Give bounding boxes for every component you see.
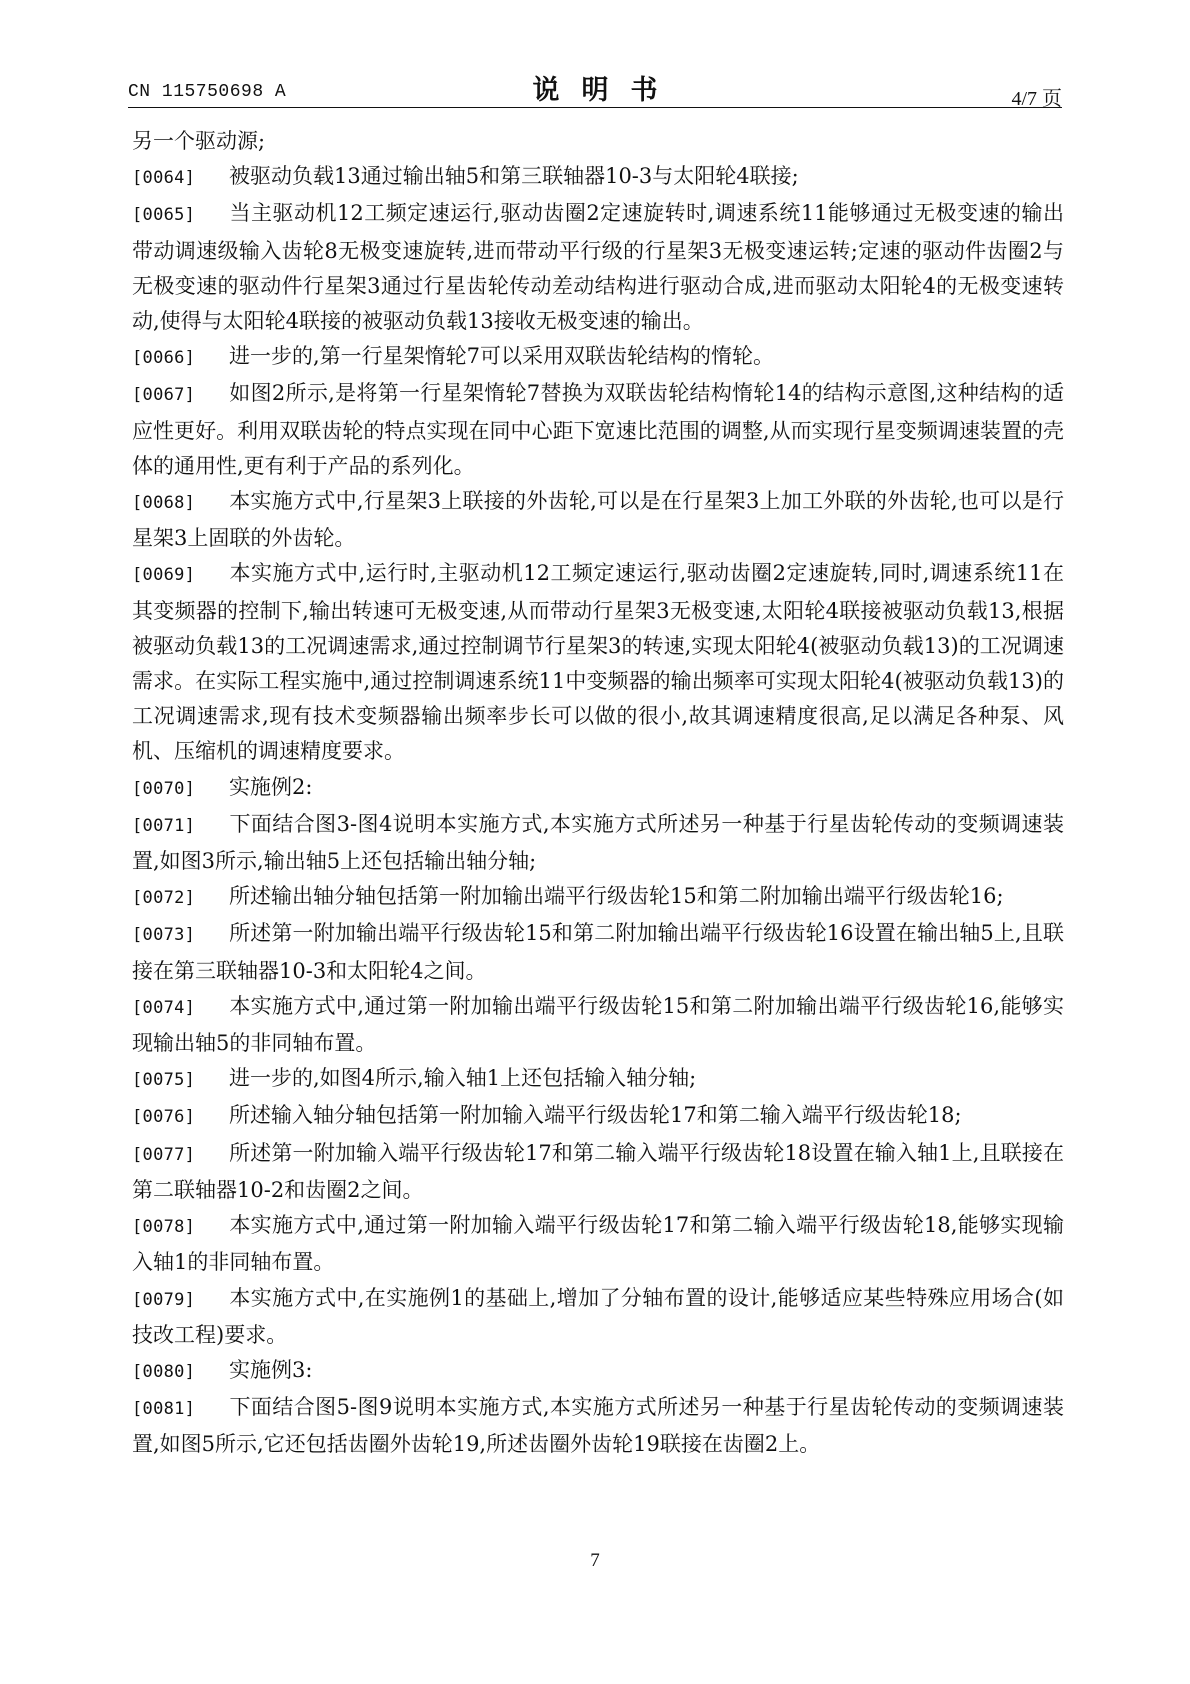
paragraph-0075 <box>132 1061 1064 1098</box>
paragraph-continuation <box>132 124 1064 159</box>
paragraph-text: 本实施方式中,行星架3上联接的外齿轮,可以是在行星架3上加工外联的外齿轮,也可以是行星架3上固联的外齿轮。 <box>132 489 1064 551</box>
paragraph-0073 <box>132 916 1064 988</box>
paragraph-0076 <box>132 1098 1064 1135</box>
paragraph-number: [0080] <box>132 1361 196 1382</box>
paragraph-text: 本实施方式中,在实施例1的基础上,增加了分轴布置的设计,能够适应某些特殊应用场合(如技改工程)要求。 <box>132 1285 1064 1347</box>
page-indicator: 4/7 页 <box>1011 88 1062 110</box>
paragraph-text: 本实施方式中,通过第一附加输出端平行级齿轮15和第二附加输出端平行级齿轮16,能够实现输出轴5的非同轴布置。 <box>132 993 1064 1056</box>
paragraph-text: 所述第一附加输入端平行级齿轮17和第二输入端平行级齿轮18设置在输入轴1上,且联接在第二联轴器10-2和齿圈2之间。 <box>132 1140 1064 1202</box>
paragraph-number: [0067] <box>132 385 196 406</box>
paragraph-text: 下面结合图3-图4说明本实施方式,本实施方式所述另一种基于行星齿轮传动的变频调速装置,如图3所示,输出轴5上还包括输出轴分轴; <box>132 811 1064 874</box>
page-title: 说明书 <box>532 75 680 106</box>
paragraph-0080 <box>132 1353 1064 1390</box>
paragraph-0068 <box>132 484 1064 556</box>
paragraph-number: [0079] <box>132 1289 196 1310</box>
page-number: 7 <box>590 1550 600 1571</box>
paragraph-number: [0069] <box>132 565 196 586</box>
paragraph-0064 <box>132 159 1064 196</box>
paragraph-number: [0081] <box>132 1399 196 1420</box>
paragraph-text: 进一步的,如图4所示,输入轴1上还包括输入轴分轴; <box>229 1066 697 1091</box>
paragraph-text: 实施例3: <box>229 1357 313 1382</box>
paragraph-text: 本实施方式中,通过第一附加输入端平行级齿轮17和第二输入端平行级齿轮18,能够实现输入轴1的非同轴布置。 <box>132 1213 1064 1275</box>
paragraph-text: 所述第一附加输出端平行级齿轮15和第二附加输出端平行级齿轮16设置在输出轴5上,且联接在第三联轴器10-3和太阳轮4之间。 <box>132 921 1064 983</box>
paragraph-0078 <box>132 1208 1064 1280</box>
paragraph-number: [0077] <box>132 1144 196 1165</box>
paragraph-0074 <box>132 989 1064 1061</box>
paragraph-number: [0078] <box>132 1217 196 1238</box>
paragraph-0077 <box>132 1136 1064 1208</box>
paragraph-text: 所述输入轴分轴包括第一附加输入端平行级齿轮17和第二输入端平行级齿轮18; <box>229 1103 962 1128</box>
paragraph-text: 所述输出轴分轴包括第一附加输出端平行级齿轮15和第二附加输出端平行级齿轮16; <box>229 884 1004 909</box>
paragraph-text: 如图2所示,是将第一行星架惰轮7替换为双联齿轮结构惰轮14的结构示意图,这种结构的适应性更好。利用双联齿轮的特点实现在同中心距下宽速比范围的调整,从而实现行星变频调速装置的壳体的通用性,更有利于产品的系列化。 <box>132 381 1064 478</box>
paragraph-number: [0076] <box>132 1107 196 1128</box>
paragraph-0070 <box>132 770 1064 807</box>
paragraph-number: [0075] <box>132 1070 196 1091</box>
paragraph-number: [0071] <box>132 815 196 836</box>
paragraph-number: [0068] <box>132 493 196 514</box>
paragraph-number: [0064] <box>132 168 196 189</box>
header-rule <box>128 107 1062 108</box>
paragraph-text: 下面结合图5-图9说明本实施方式,本实施方式所述另一种基于行星齿轮传动的变频调速装置,如图5所示,它还包括齿圈外齿轮19,所述齿圈外齿轮19联接在齿圈2上。 <box>132 1395 1064 1457</box>
paragraph-number: [0070] <box>132 778 196 799</box>
document-number: CN 115750698 A <box>128 82 287 102</box>
paragraph-0067 <box>132 376 1064 484</box>
paragraph-text: 被驱动负载13通过输出轴5和第三联轴器10-3与太阳轮4联接; <box>229 164 799 189</box>
paragraph-number: [0066] <box>132 348 196 369</box>
paragraph-text: 进一步的,第一行星架惰轮7可以采用双联齿轮结构的惰轮。 <box>229 344 775 369</box>
paragraph-0079 <box>132 1281 1064 1353</box>
paragraph-0066 <box>132 339 1064 376</box>
document-body <box>132 124 1064 1463</box>
paragraph-0072 <box>132 879 1064 916</box>
paragraph-number: [0065] <box>132 205 196 226</box>
paragraph-text: 另一个驱动源; <box>132 129 266 153</box>
paragraph-number: [0072] <box>132 888 196 909</box>
paragraph-0069 <box>132 556 1064 769</box>
paragraph-text: 实施例2: <box>229 774 313 799</box>
paragraph-text: 本实施方式中,运行时,主驱动机12工频定速运行,驱动齿圈2定速旋转,同时,调速系统11在其变频器的控制下,输出转速可无极变速,从而带动行星架3无极变速,太阳轮4联接被驱动负载13,根据被驱动负载13的工况调速需求,通过控制调节行星架3的转速,实现太阳轮4(被驱动负载13)的工况调速需求。在实际工程实施中,通过控制调速系统11中变频器的输出频率可实现太阳轮4(被驱动负载13)的工况调速需求,现有技术变频器输出频率步长可以做的很小,故其调速精度很高,足以满足各种泵、风机、压缩机的调速精度要求。 <box>132 561 1064 764</box>
paragraph-0071 <box>132 807 1064 879</box>
paragraph-0065 <box>132 196 1064 339</box>
paragraph-text: 当主驱动机12工频定速运行,驱动齿圈2定速旋转时,调速系统11能够通过无极变速的输出带动调速级输入齿轮8无极变速旋转,进而带动平行级的行星架3无极变速运转;定速的驱动件齿圈2与无极变速的驱动件行星架3通过行星齿轮传动差动结构进行驱动合成,进而驱动太阳轮4的无极变速转动,使得与太阳轮4联接的被驱动负载13接收无极变速的输出。 <box>132 201 1064 334</box>
paragraph-0081 <box>132 1390 1064 1462</box>
paragraph-number: [0074] <box>132 997 196 1018</box>
paragraph-number: [0073] <box>132 925 196 946</box>
